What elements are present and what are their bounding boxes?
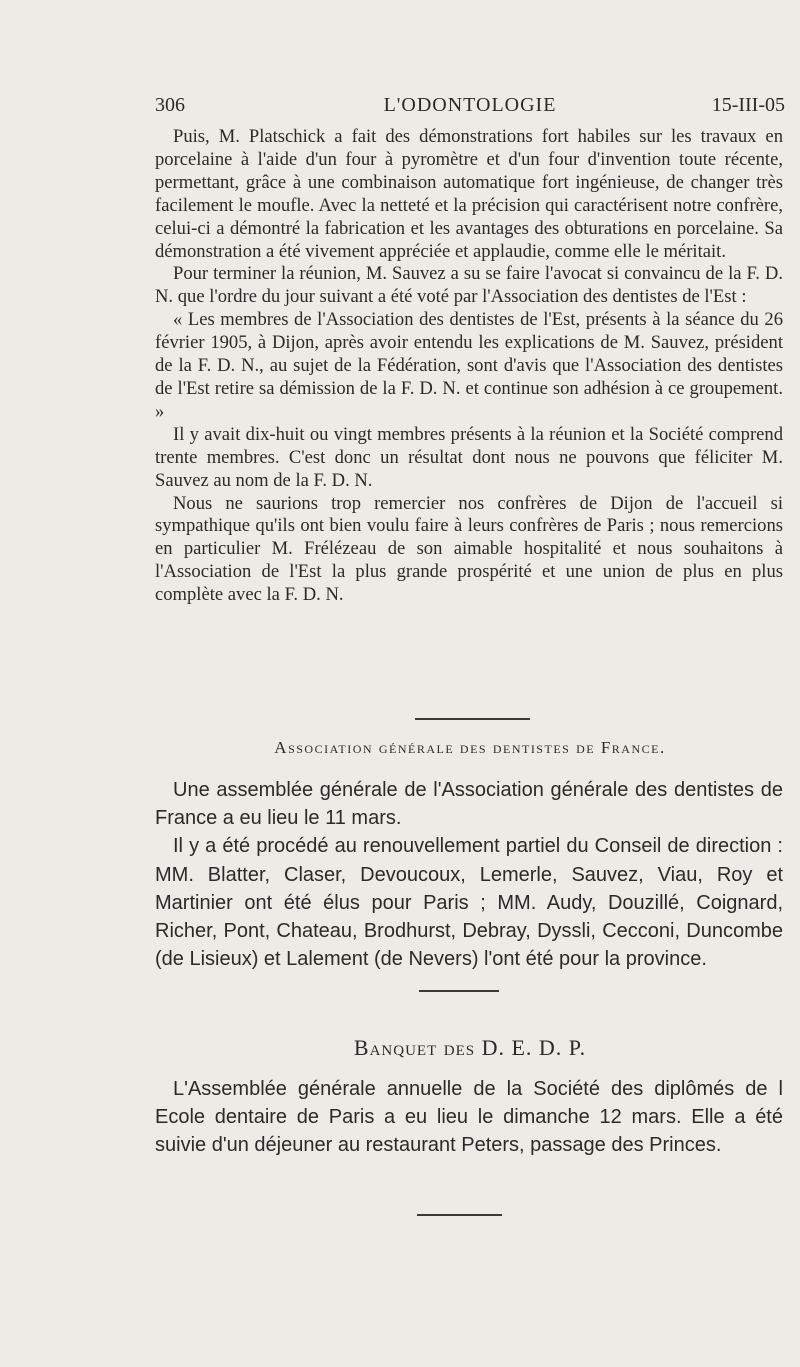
paragraph: L'Assemblée générale annuelle de la Société des diplômés de l Ecole dentaire de Paris a eu lieu le dimanche 12 mars. Elle a été suivie d'un déjeuner au restaurant Peters, passage des Princes. (155, 1078, 783, 1157)
report-text (155, 126, 783, 607)
banquet-text (155, 1075, 783, 1160)
running-header (155, 94, 785, 124)
section-divider (415, 718, 530, 720)
quoted-resolution: « Les membres de l'Association des dentistes de l'Est, présents à la séance du 26 février 1905, à Dijon, après avoir entendu les explications de M. Sauvez, président de la F. D. N., au sujet de la Fédération, sont d'avis que l'Association des dentistes de l'Est retire sa démission de la F. D. N. et continue son adhésion à ce groupement. » (155, 309, 783, 422)
paragraph: Puis, M. Platschick a fait des démonstrations fort habiles sur les travaux en porcelaine à l'aide d'un four à pyromètre et d'un four d'invention toute récente, permettant, grâce à une combinaison automatique fort ingénieuse, de changer très facilement le moufle. Avec la netteté et la précision qui caractérisent notre confrère, celui-ci a démontré la fabrication et les avantages des obturations en porcelaine. Sa démonstration a été vivement appréciée et applaudie, comme elle le méritait. (155, 126, 783, 262)
section-divider (417, 1214, 502, 1216)
issue-date: 15-III-05 (711, 94, 785, 116)
section-divider (419, 990, 499, 992)
section-title-banquet: Banquet des D. E. D. P. (353, 1035, 587, 1060)
paragraph: Il y a été procédé au renouvellement partiel du Conseil de direction : MM. Blatter, Claser, Devoucoux, Lemerle, Sauvez, Viau, Roy et Martinier ont été élus pour Paris ; MM. Audy, Douzillé, Coignard, Richer, Pont, Chateau, Brodhurst, Debray, Dyssli, Cecconi, Duncombe (de Lisieux) et Lalement (de Nevers) l'ont été pour la province. (155, 835, 783, 971)
page-number: 306 (155, 94, 185, 116)
section-title-association: Association générale des dentistes de France. (274, 738, 666, 757)
journal-title: L'ODONTOLOGIE (383, 94, 557, 116)
paragraph: Pour terminer la réunion, M. Sauvez a su se faire l'avocat si convaincu de la F. D. N. que l'ordre du jour suivant a été voté par l'Association des dentistes de l'Est : (155, 263, 783, 308)
paragraph: Nous ne saurions trop remercier nos confrères de Dijon de l'accueil si sympathique qu'ils ont bien voulu faire à leurs confrères de Paris ; nous remercions en particulier M. Frélézeau de son aimable hospitalité et nous souhaitons à l'Association de l'Est la plus grande prospérité et une union de plus en plus complète avec la F. D. N. (155, 492, 783, 606)
association-text (155, 776, 783, 973)
paragraph: Il y avait dix-huit ou vingt membres présents à la réunion et la Société comprend trente membres. C'est donc un résultat dont nous ne pouvons que féliciter M. Sauvez au nom de la F. D. N. (155, 423, 783, 491)
paragraph: Une assemblée générale de l'Association générale des dentistes de France a eu lieu le 11 mars. (155, 779, 783, 830)
